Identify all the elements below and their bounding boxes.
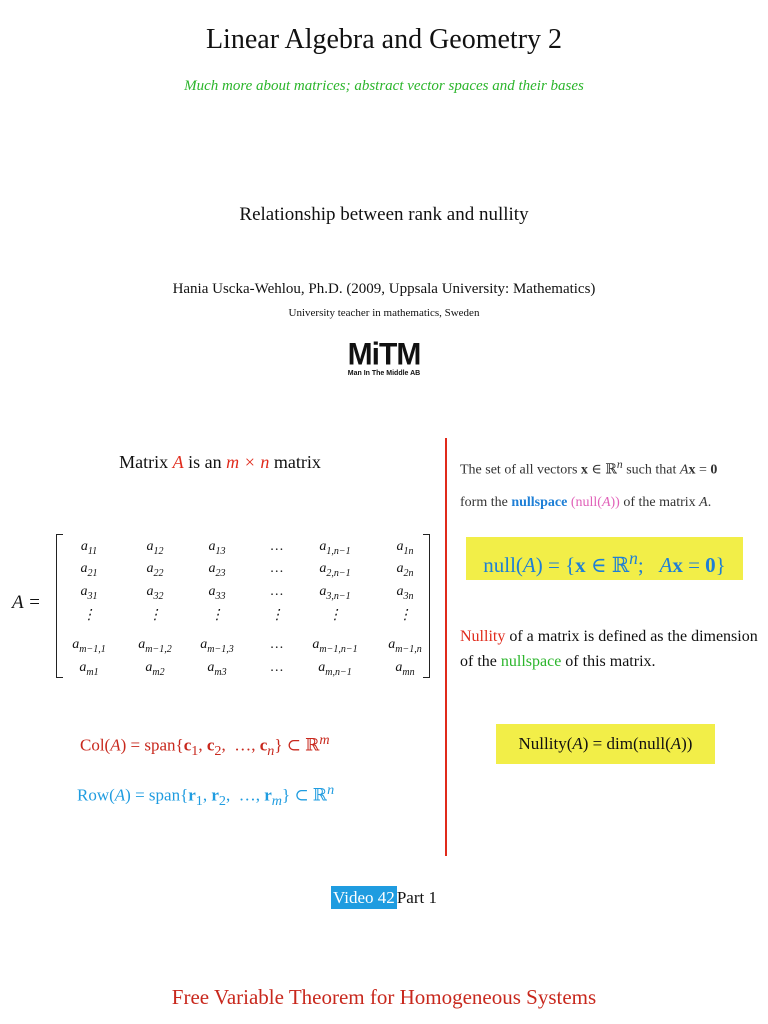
logo-tagline: Man In The Middle AB xyxy=(347,370,421,377)
matrix-entry: $a_{m-1,3}$ xyxy=(200,637,234,655)
mitm-logo xyxy=(334,337,434,378)
matrix-entry: $a_{11}$ xyxy=(80,539,98,557)
matrix-entry: $a_{2n}$ xyxy=(396,561,414,579)
matrix-entry: $a_{1,n-1}$ xyxy=(319,539,351,557)
next-topic: Free Variable Theorem for Homogeneous Systems xyxy=(171,985,597,1009)
nullspace-formula-box: null(A) = {x ∈ ℝ$^n$; Ax = 0} xyxy=(466,537,743,580)
video-reference xyxy=(0,888,768,908)
matrix-entry: $a_{m-1,n}$ xyxy=(388,637,422,655)
matrix-entry: $a_{mn}$ xyxy=(395,660,415,678)
subtitle: Much more about matrices; abstract vector spaces and their bases xyxy=(184,78,584,94)
logo-wordmark: MiTM xyxy=(347,337,421,372)
nullity-definition: Nullity of a matrix is defined as the dimension of the nullspace of this matrix. xyxy=(460,628,758,670)
affiliation: University teacher in mathematics, Sweden xyxy=(288,307,480,319)
matrix-heading: Matrix A is an m × n matrix xyxy=(119,452,321,472)
matrix-entry: ⋮ xyxy=(270,608,284,623)
column-space-formula: $Col(A) = span\{c_1$, $c_2$, …, $c_n$} ⊂ ℝ$^m$ xyxy=(80,732,330,760)
matrix-entry: $a_{m2}$ xyxy=(145,660,165,678)
video-tag: Video 42 xyxy=(333,888,395,907)
nullity-formula-box: Nullity(A) = dim(null(A)) xyxy=(496,724,715,764)
matrix-display xyxy=(56,534,430,676)
matrix-entry: $a_{m-1,1}$ xyxy=(72,637,106,655)
matrix-label: A = xyxy=(12,592,41,613)
matrix-entry: $a_{12}$ xyxy=(146,539,164,557)
video-part: Part 1 xyxy=(396,888,437,907)
matrix-entry: … xyxy=(270,660,284,675)
matrix-entry: $a_{3n}$ xyxy=(396,584,414,602)
matrix-entry: $a_{22}$ xyxy=(146,561,164,579)
matrix-entry: ⋮ xyxy=(210,608,224,623)
matrix-entry: … xyxy=(270,637,284,652)
matrix-entry: $a_{m3}$ xyxy=(207,660,227,678)
matrix-entry: … xyxy=(270,561,284,576)
matrix-entry: $a_{33}$ xyxy=(208,584,226,602)
matrix-entry: $a_{1n}$ xyxy=(396,539,414,557)
matrix-entry: ⋮ xyxy=(398,608,412,623)
matrix-entry: $a_{13}$ xyxy=(208,539,226,557)
matrix-entry: … xyxy=(270,539,284,554)
matrix-entry: $a_{m1}$ xyxy=(79,660,99,678)
matrix-entry: $a_{3,n-1}$ xyxy=(319,584,351,602)
matrix-entry: ⋮ xyxy=(328,608,342,623)
author: Hania Uscka-Wehlou, Ph.D. (2009, Uppsala University: Mathematics) xyxy=(172,281,596,297)
matrix-entry: … xyxy=(270,584,284,599)
matrix-entry: $a_{2,n-1}$ xyxy=(319,561,351,579)
row-space-formula: $Row(A) = span\{r_1$, $r_2$, …, $r_m$} ⊂ ℝ$^n$ xyxy=(77,782,335,810)
page-title: Linear Algebra and Geometry 2 xyxy=(205,24,563,55)
matrix-entry: ⋮ xyxy=(148,608,162,623)
matrix-entry: $a_{m,n-1}$ xyxy=(318,660,352,678)
matrix-var: A xyxy=(172,452,184,472)
matrix-entry: $a_{23}$ xyxy=(208,561,226,579)
matrix-entry: ⋮ xyxy=(82,608,96,623)
matrix-entry: $a_{31}$ xyxy=(80,584,98,602)
column-divider xyxy=(445,438,447,856)
nullspace-definition: The set of all vectors x ∈ ℝ$^n$ such that Ax = 0 form the nullspace (null(A)) of the matrix A. xyxy=(460,458,718,510)
matrix-entry: $a_{m-1,n-1}$ xyxy=(312,637,358,655)
matrix-entry: $a_{32}$ xyxy=(146,584,164,602)
matrix-entry: $a_{21}$ xyxy=(80,561,98,579)
matrix-entry: $a_{m-1,2}$ xyxy=(138,637,172,655)
matrix-dims: m × n xyxy=(226,452,270,472)
lecture-title: Relationship between rank and nullity xyxy=(239,204,529,225)
